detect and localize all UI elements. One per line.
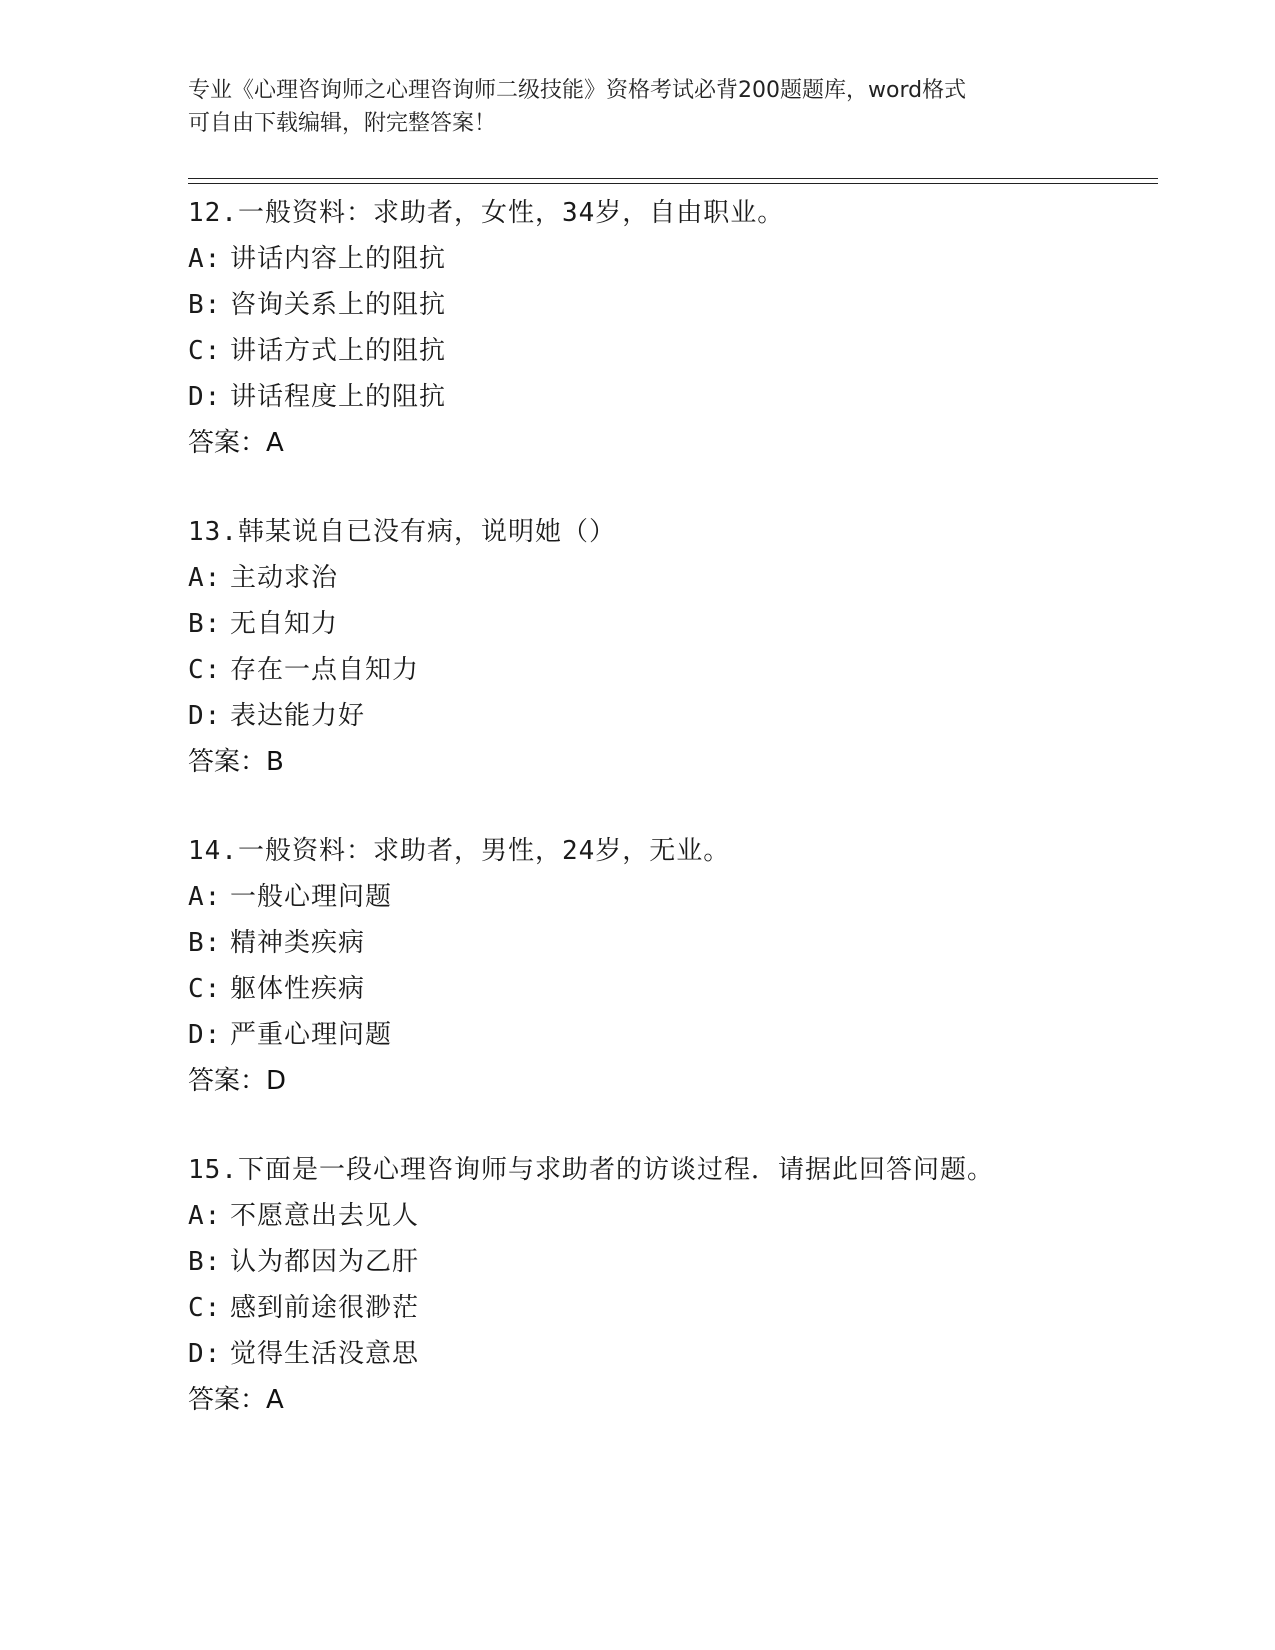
question-stem: 13.韩某说自已没有病，说明她（）: [188, 517, 616, 547]
question-stem: 15.下面是一段心理咨询师与求助者的访谈过程．请据此回答问题。: [188, 1155, 994, 1185]
option-text: 认为都因为乙肝: [230, 1247, 420, 1277]
option-key: C:: [188, 336, 222, 366]
option-key: B:: [188, 609, 222, 639]
option-text: 表达能力好: [230, 701, 366, 731]
question-stem: 14.一般资料：求助者，男性，24岁，无业。: [188, 836, 731, 866]
option-key: A:: [188, 882, 222, 912]
option-a: [188, 236, 1158, 282]
option-key: C:: [188, 655, 222, 685]
option-d: [188, 693, 1158, 739]
option-d: [188, 1331, 1158, 1377]
option-key: A:: [188, 1201, 222, 1231]
answer-line: 答案：B: [188, 747, 284, 777]
question-12: [188, 190, 1158, 466]
option-text: 不愿意出去见人: [230, 1201, 420, 1231]
answer-line: 答案：A: [188, 1385, 284, 1415]
option-b: [188, 601, 1158, 647]
question-15: [188, 1147, 1158, 1423]
option-text: 无自知力: [230, 609, 339, 639]
option-key: B:: [188, 928, 222, 958]
header-divider: [188, 178, 1158, 184]
option-a: [188, 555, 1158, 601]
question-14: [188, 828, 1158, 1104]
option-key: B:: [188, 1247, 222, 1277]
option-a: [188, 874, 1158, 920]
question-stem: 12.一般资料：求助者，女性，34岁，自由职业。: [188, 198, 785, 228]
header-line-1: 专业《心理咨询师之心理咨询师二级技能》资格考试必背200题题库，word格式: [188, 78, 967, 103]
option-d: [188, 1012, 1158, 1058]
option-text: 感到前途很渺茫: [230, 1293, 420, 1323]
option-text: 讲话内容上的阻抗: [230, 244, 447, 274]
option-b: [188, 1239, 1158, 1285]
question-list: [188, 190, 1158, 1466]
option-key: A:: [188, 563, 222, 593]
option-key: C:: [188, 974, 222, 1004]
option-text: 咨询关系上的阻抗: [230, 290, 447, 320]
option-key: B:: [188, 290, 222, 320]
option-c: [188, 647, 1158, 693]
option-text: 讲话方式上的阻抗: [230, 336, 447, 366]
option-key: D:: [188, 701, 222, 731]
header-line-2: 可自由下载编辑，附完整答案！: [188, 111, 497, 136]
option-key: D:: [188, 1339, 222, 1369]
option-text: 一般心理问题: [230, 882, 393, 912]
question-13: [188, 509, 1158, 785]
answer-line: 答案：A: [188, 428, 284, 458]
option-c: [188, 1285, 1158, 1331]
option-text: 躯体性疾病: [230, 974, 366, 1004]
option-key: D:: [188, 1020, 222, 1050]
document-header: [188, 74, 1088, 140]
option-text: 存在一点自知力: [230, 655, 420, 685]
option-c: [188, 966, 1158, 1012]
option-d: [188, 374, 1158, 420]
option-key: C:: [188, 1293, 222, 1323]
option-key: A:: [188, 244, 222, 274]
answer-line: 答案：D: [188, 1066, 287, 1096]
option-b: [188, 282, 1158, 328]
option-text: 觉得生活没意思: [230, 1339, 420, 1369]
option-text: 主动求治: [230, 563, 339, 593]
option-text: 讲话程度上的阻抗: [230, 382, 447, 412]
option-c: [188, 328, 1158, 374]
option-a: [188, 1193, 1158, 1239]
option-text: 精神类疾病: [230, 928, 366, 958]
option-text: 严重心理问题: [230, 1020, 393, 1050]
option-b: [188, 920, 1158, 966]
option-key: D:: [188, 382, 222, 412]
